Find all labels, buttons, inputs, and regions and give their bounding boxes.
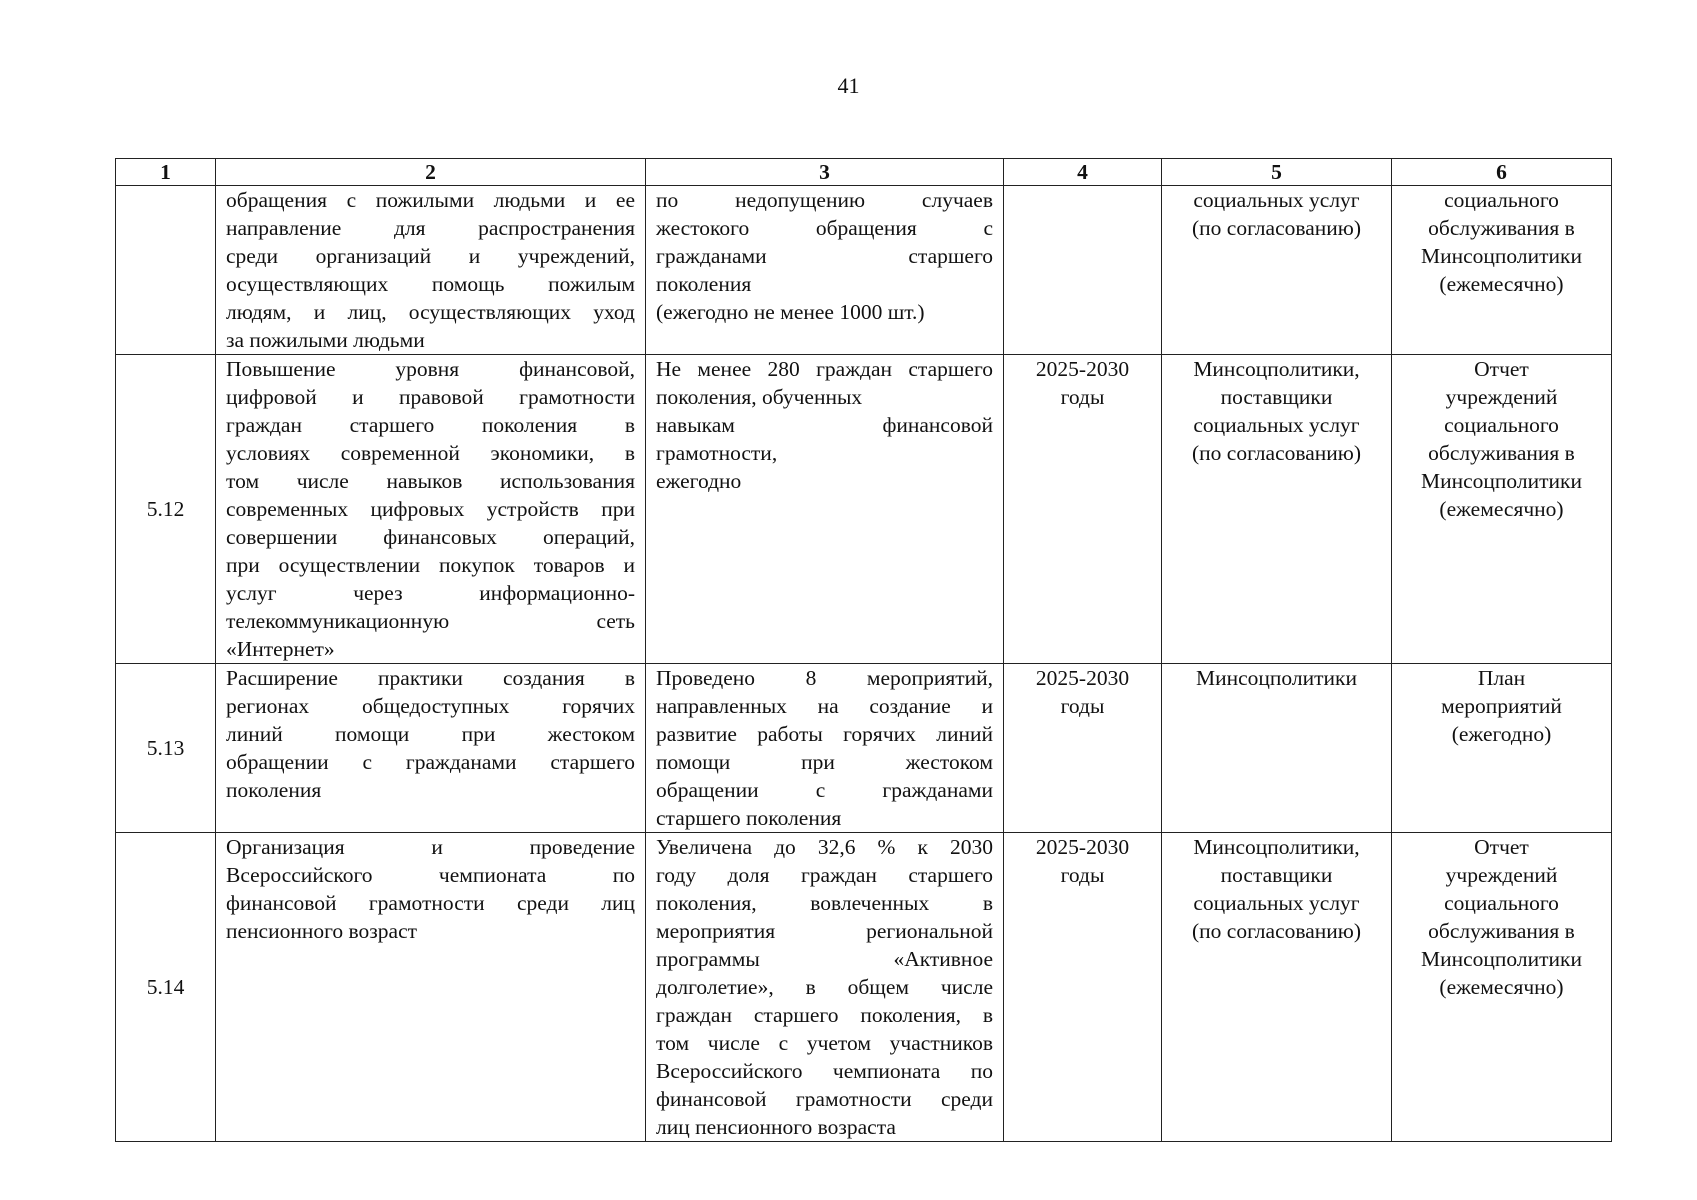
header-cell: 5 (1162, 159, 1392, 186)
cell-text-line: Организация и проведение (226, 835, 635, 859)
cell-text-line: 2025-2030 (1035, 357, 1130, 381)
cell-text-line: гражданами старшего (656, 244, 993, 268)
cell-text-line: поколения, вовлеченных в (656, 891, 993, 915)
cell-text-line: социальных услуг (1193, 188, 1360, 212)
cell-text-line: людям, и лиц, осуществляющих уход (226, 300, 635, 324)
result-cell (646, 355, 1004, 664)
cell-text-line: обращении с гражданами (656, 778, 993, 802)
cell-text-line: 2025-2030 (1035, 666, 1130, 690)
executor-cell (1162, 186, 1392, 355)
period-cell (1004, 664, 1162, 833)
result-cell (646, 664, 1004, 833)
cell-text-line: Минсоцполитики (1421, 244, 1582, 268)
period-cell (1004, 833, 1162, 1142)
row-number-cell: 5.13 (116, 664, 216, 833)
cell-text-line: Минсоцполитики (1421, 947, 1582, 971)
cell-text-line: совершении финансовых операций, (226, 525, 635, 549)
cell-text-line: пенсионного возраст (226, 919, 418, 943)
table-row (116, 664, 1612, 833)
result-cell (646, 186, 1004, 355)
cell-text-line: социальных услуг (1193, 413, 1360, 437)
cell-text-line: (по согласованию) (1191, 216, 1362, 240)
measure-cell (216, 355, 646, 664)
cell-text-line: регионах общедоступных горячих (226, 694, 635, 718)
cell-text-line: современных цифровых устройств при (226, 497, 635, 521)
cell-text-line: социального (1444, 891, 1559, 915)
cell-text-line: учреждений (1445, 385, 1558, 409)
cell-text-line: поколения (656, 272, 752, 296)
executor-cell (1162, 355, 1392, 664)
cell-text-line: социальных услуг (1193, 891, 1360, 915)
measures-table (115, 158, 1612, 1142)
cell-text-line: помощи при жестоком (656, 750, 993, 774)
cell-text-line: «Интернет» (226, 637, 335, 661)
cell-text-line: Отчет (1474, 357, 1529, 381)
cell-text-line: (ежемесячно) (1439, 272, 1564, 296)
header-cell: 4 (1004, 159, 1162, 186)
cell-text-line: долголетие», в общем числе (656, 975, 993, 999)
cell-text-line: лиц пенсионного возраста (656, 1115, 896, 1139)
table-row (116, 833, 1612, 1142)
measure-cell (216, 186, 646, 355)
table-header-row (116, 159, 1612, 186)
cell-text-line: Проведено 8 мероприятий, (656, 666, 993, 690)
cell-text-line: финансовой грамотности среди лиц (226, 891, 635, 915)
cell-text-line: (ежемесячно) (1439, 497, 1564, 521)
cell-text-line: по недопущению случаев (656, 188, 993, 212)
cell-text-line: (по согласованию) (1191, 919, 1362, 943)
header-cell: 2 (216, 159, 646, 186)
cell-text-line: поколения (226, 778, 322, 802)
cell-text-line: мероприятий (1441, 694, 1562, 718)
header-cell: 1 (116, 159, 216, 186)
report-cell (1392, 664, 1612, 833)
executor-cell (1162, 833, 1392, 1142)
cell-text-line: План (1477, 666, 1526, 690)
cell-text-line: (ежемесячно) (1439, 975, 1564, 999)
cell-text-line: поколения, обученных (656, 385, 863, 409)
measure-cell (216, 833, 646, 1142)
cell-text-line: при осуществлении покупок товаров и (226, 553, 635, 577)
cell-text-line: цифровой и правовой грамотности (226, 385, 635, 409)
cell-text-line: мероприятия региональной (656, 919, 993, 943)
row-number-cell: 5.12 (116, 355, 216, 664)
cell-text-line: социального (1444, 413, 1559, 437)
cell-text-line: 2025-2030 (1035, 835, 1130, 859)
row-number-cell: 5.14 (116, 833, 216, 1142)
cell-text-line: Минсоцполитики, (1193, 357, 1360, 381)
cell-text-line: учреждений (1445, 863, 1558, 887)
header-cell: 6 (1392, 159, 1612, 186)
cell-text-line: Повышение уровня финансовой, (226, 357, 635, 381)
cell-text-line: Всероссийского чемпионата по (226, 863, 635, 887)
period-cell (1004, 355, 1162, 664)
cell-text-line: программы «Активное (656, 947, 993, 971)
cell-text-line: обслуживания в (1428, 919, 1575, 943)
cell-text-line: (ежегодно не менее 1000 шт.) (656, 300, 925, 324)
cell-text-line: граждан старшего поколения в (226, 413, 635, 437)
table-row (116, 186, 1612, 355)
cell-text-line: услуг через информационно- (226, 581, 635, 605)
period-cell (1004, 186, 1162, 355)
report-cell (1392, 186, 1612, 355)
cell-text-line: том числе навыков использования (226, 469, 635, 493)
table-row (116, 355, 1612, 664)
cell-text-line: социального (1444, 188, 1559, 212)
cell-text-line: годы (1060, 694, 1105, 718)
cell-text-line: Минсоцполитики (1196, 666, 1357, 690)
measure-cell (216, 664, 646, 833)
cell-text-line: осуществляющих помощь пожилым (226, 272, 635, 296)
cell-text-line: среди организаций и учреждений, (226, 244, 635, 268)
cell-text-line: поставщики (1220, 863, 1333, 887)
cell-text-line: том числе с учетом участников (656, 1031, 993, 1055)
cell-text-line: условиях современной экономики, в (226, 441, 635, 465)
cell-text-line: ежегодно (656, 469, 742, 493)
cell-text-line: Минсоцполитики (1421, 469, 1582, 493)
cell-text-line: граждан старшего поколения, в (656, 1003, 993, 1027)
cell-text-line: жестокого обращения с (656, 216, 993, 240)
cell-text-line: телекоммуникационную сеть (226, 609, 635, 633)
cell-text-line: обращения с пожилыми людьми и ее (226, 188, 635, 212)
cell-text-line: развитие работы горячих линий (656, 722, 993, 746)
header-cell: 3 (646, 159, 1004, 186)
result-cell (646, 833, 1004, 1142)
cell-text-line: Отчет (1474, 835, 1529, 859)
cell-text-line: годы (1060, 385, 1105, 409)
cell-text-line: направление для распространения (226, 216, 635, 240)
report-cell (1392, 833, 1612, 1142)
report-cell (1392, 355, 1612, 664)
executor-cell (1162, 664, 1392, 833)
cell-text-line: Всероссийского чемпионата по (656, 1059, 993, 1083)
cell-text-line: году доля граждан старшего (656, 863, 993, 887)
cell-text-line: Увеличена до 32,6 % к 2030 (656, 835, 993, 859)
cell-text-line: обслуживания в (1428, 441, 1575, 465)
cell-text-line: обслуживания в (1428, 216, 1575, 240)
cell-text-line: финансовой грамотности среди (656, 1087, 993, 1111)
row-number-cell (116, 186, 216, 355)
cell-text-line: годы (1060, 863, 1105, 887)
cell-text-line: (ежегодно) (1451, 722, 1552, 746)
cell-text-line: Минсоцполитики, (1193, 835, 1360, 859)
page-number: 41 (837, 73, 860, 98)
cell-text-line: Расширение практики создания в (226, 666, 635, 690)
cell-text-line: поставщики (1220, 385, 1333, 409)
cell-text-line: за пожилыми людьми (226, 328, 425, 352)
cell-text-line: (по согласованию) (1191, 441, 1362, 465)
cell-text-line: навыкам финансовой (656, 413, 993, 437)
cell-text-line: грамотности, (656, 441, 778, 465)
cell-text-line: обращении с гражданами старшего (226, 750, 635, 774)
cell-text-line: Не менее 280 граждан старшего (656, 357, 993, 381)
cell-text-line: направленных на создание и (656, 694, 993, 718)
cell-text-line: старшего поколения (656, 806, 842, 830)
cell-text-line: линий помощи при жестоком (226, 722, 635, 746)
